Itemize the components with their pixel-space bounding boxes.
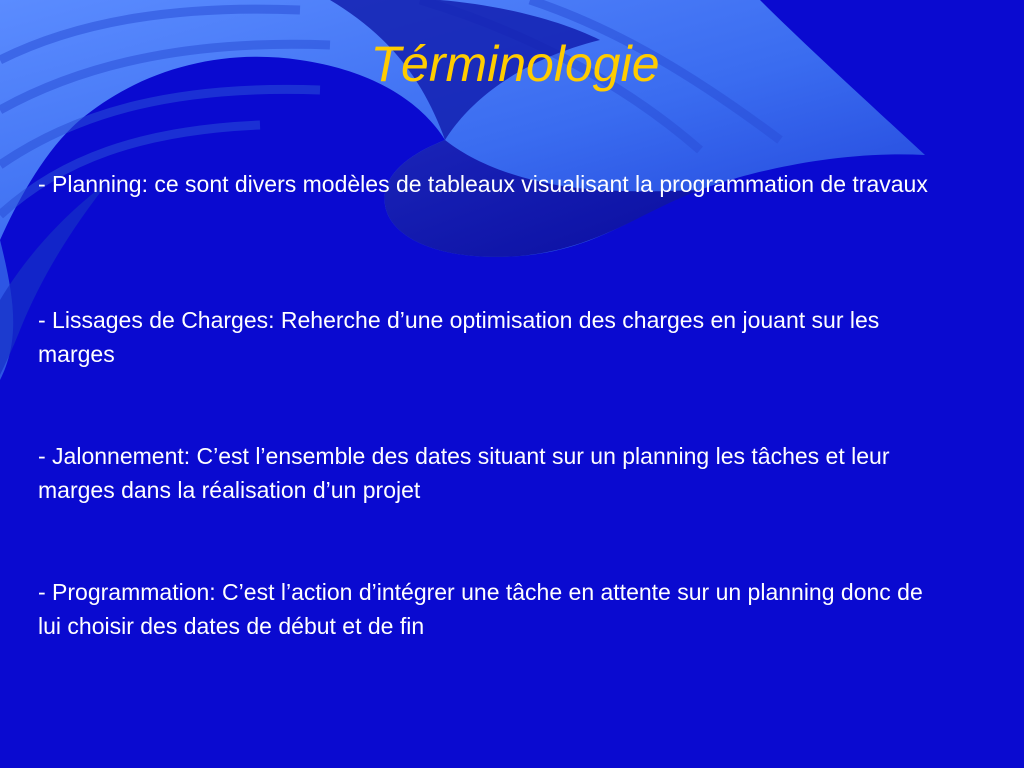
paragraph-planning: - Planning: ce sont divers modèles de tableaux visualisant la programmation de travaux xyxy=(38,171,928,197)
paragraph-programmation: - Programmation: C’est l’action d’intégrer une tâche en attente sur un planning donc de lui choisir des dates de début et de fin xyxy=(38,579,923,639)
slide-title: Términologie xyxy=(370,36,660,92)
paragraph-lissages: - Lissages de Charges: Reherche d’une optimisation des charges en jouant sur les marges xyxy=(38,307,880,367)
paragraph-jalonnement: - Jalonnement: C’est l’ensemble des dates situant sur un planning les tâches et leur marges dans la réalisation d’un projet xyxy=(38,443,890,503)
